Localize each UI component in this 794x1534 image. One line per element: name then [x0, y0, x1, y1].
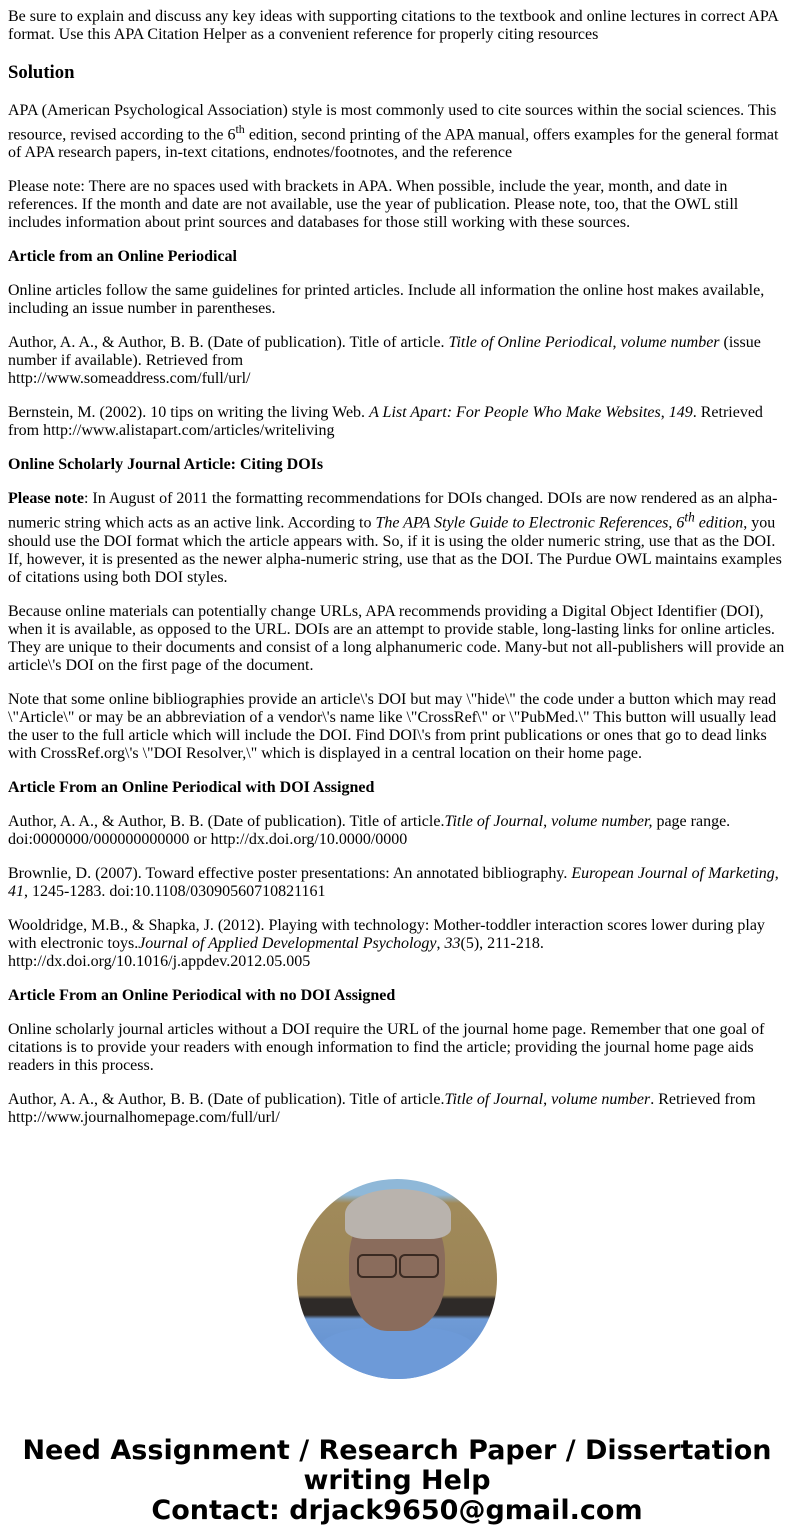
section-heading-doi-assigned [8, 779, 786, 797]
citation-example-brownlie [8, 865, 786, 901]
text-run: Wooldridge, M.B., & Shapka, J. (2012). Playing with technology: Mother-toddler interaction scores lower during play with electronic toys. [8, 916, 765, 952]
text-run: , [668, 514, 677, 532]
text-run: Be sure to explain and discuss any key ideas with supporting citations to the textbook and online lectures in correct APA format. Use this APA Citation Helper as a convenient reference for properly citing resources [8, 8, 778, 43]
citation-template [8, 334, 786, 388]
text-run: (issue number if available). Retrieved from [8, 334, 761, 370]
citation-template-no-doi [8, 1091, 786, 1127]
text-run: page range. doi:0000000/000000000000 or http://dx.doi.org/10.0000/0000 [8, 812, 731, 848]
text-run: Title of Journal [444, 1090, 544, 1108]
text-run: , you should use the DOI format which the article appears with. So, if it is using the older numeric string, use that as the DOI. If, however, it is presented as the newer alpha-numeric string, use that as the DOI. The Purdue OWL maintains examples of citations using both DOI styles. [8, 514, 782, 586]
online-articles-text [8, 282, 786, 318]
text-run: A List Apart: For People Who Make Websites [369, 404, 661, 422]
text-run: Please note: There are no spaces used with brackets in APA. When possible, include the year, month, and date in references. If the month and date are not available, use the year of publication. Please note, too, that the OWL still includes information about print sources and databases for those still working with these sources. [8, 178, 739, 232]
text-run: , [543, 812, 552, 830]
glasses-icon [355, 1254, 439, 1276]
section-heading-online-periodical [8, 248, 786, 266]
no-doi-text [8, 1021, 786, 1075]
text-run: , [436, 934, 445, 952]
text-run: 149 [668, 404, 693, 422]
promo-headline: Need Assignment / Research Paper / Dissertation writing Help [22, 1434, 772, 1496]
text-run: edition [694, 514, 744, 532]
text-run: Author, A. A., & Author, B. B. (Date of publication). Title of article. [8, 1090, 445, 1108]
text-run: Note that some online bibliographies provide an article\'s DOI but may \"hide\" the code under a button which may read \"Article\" or may be an abbreviation of a vendor\'s name like \"CrossRef\" or \"PubMed.\" This button will usually lead the user to the full article which will include the DOI. Find DOI\'s from print publications or ones that go to dead links with CrossRef.org\'s \"DOI Resolver,\" which is displayed in a central location on their home page. [8, 690, 777, 762]
text-run: Please note [8, 490, 84, 508]
promo-contact: Contact: drjack9650@gmail.com [151, 1494, 643, 1526]
text-run: volume number, [551, 812, 653, 830]
text-run: , [660, 404, 669, 422]
text-run: Online articles follow the same guidelines for printed articles. Include all information the online host makes available, including an issue number in parentheses. [8, 282, 765, 318]
hair-shape [345, 1189, 451, 1239]
text-run: http://www.someaddress.com/full/url/ [8, 370, 251, 388]
text-run: European Journal of Marketing [571, 864, 775, 882]
text-run: , [612, 334, 621, 352]
assignment-instructions [8, 8, 786, 44]
text-run: , [543, 1090, 552, 1108]
text-run: 6 [676, 514, 685, 532]
doi-note [8, 490, 786, 586]
text-run: Online scholarly journal articles without a DOI require the URL of the journal home page. Remember that one goal of citations is to provide your readers with enough information to find the article; providing the journal home page aids readers in this process. [8, 1020, 765, 1074]
text-run: APA (American Psychological Association) style is most commonly used to cite sources within the social sciences. This resource, revised according to the 6 [8, 102, 777, 144]
doi-explanation [8, 603, 786, 675]
text-run: th [235, 122, 245, 136]
solution-heading: Solution [8, 62, 75, 83]
text-run: : In August of 2011 the formatting recommendations for DOIs changed. DOIs are now rendered as an alpha-numeric string which acts as an active link. According to [8, 490, 778, 532]
text-run: . Retrieved from http://www.alistapart.com/articles/writeliving [8, 404, 763, 440]
text-run: Title of Journal [444, 812, 544, 830]
text-run: Article From an Online Periodical with no DOI Assigned [8, 986, 396, 1004]
author-photo-container [8, 1179, 786, 1384]
text-run: Author, A. A., & Author, B. B. (Date of publication). Title of article. [8, 812, 445, 830]
text-run: Article From an Online Periodical with DOI Assigned [8, 778, 375, 796]
text-run [684, 509, 695, 532]
text-run: Bernstein, M. (2002). 10 tips on writing the living Web. [8, 404, 370, 422]
text-run: . Retrieved from http://www.journalhomepage.com/full/url/ [8, 1090, 756, 1126]
text-run: , [774, 864, 779, 882]
section-heading-dois [8, 456, 786, 474]
citation-example [8, 404, 786, 440]
brackets-note [8, 178, 786, 232]
text-run: Online Scholarly Journal Article: Citing DOIs [8, 456, 324, 474]
text-run: Brownlie, D. (2007). Toward effective poster presentations: An annotated bibliography. [8, 864, 572, 882]
citation-example-wooldridge [8, 917, 786, 971]
text-run: 41 [8, 882, 24, 900]
text-run: edition, second printing of the APA manual, offers examples for the general format of APA research papers, in-text citations, endnotes/footnotes, and the reference [8, 126, 779, 162]
text-run: Title of Online Periodical [448, 334, 613, 352]
text-run: Article from an Online Periodical [8, 248, 237, 266]
text-run: (5), 211-218. http://dx.doi.org/10.1016/j.appdev.2012.05.005 [8, 934, 544, 970]
apa-overview [8, 102, 786, 162]
author-avatar [297, 1179, 497, 1379]
text-run: Journal of Applied Developmental Psychology [138, 934, 437, 952]
promo-banner [8, 1436, 786, 1526]
text-run: Because online materials can potentially change URLs, APA recommends providing a Digital Object Identifier (DOI), when it is available, as opposed to the URL. DOIs are an attempt to provide stable, long-lasting links for online articles. They are unique to their documents and consist of a long alphanumeric code. Many-but not all-publishers will provide an article\'s DOI on the first page of the document. [8, 602, 785, 674]
shirt-shape [317, 1327, 477, 1379]
section-heading-no-doi [8, 987, 786, 1005]
text-run: volume number [551, 1090, 651, 1108]
text-run: Author, A. A., & Author, B. B. (Date of publication). Title of article. [8, 334, 449, 352]
text-run: , 1245-1283. doi:10.1108/03090560710821161 [24, 882, 326, 900]
citation-template-doi [8, 813, 786, 849]
text-run: th [684, 509, 695, 525]
text-run: volume number [620, 334, 720, 352]
doi-hidden-note [8, 691, 786, 763]
text-run: 33 [444, 934, 461, 952]
text-run: The APA Style Guide to Electronic References [375, 514, 669, 532]
